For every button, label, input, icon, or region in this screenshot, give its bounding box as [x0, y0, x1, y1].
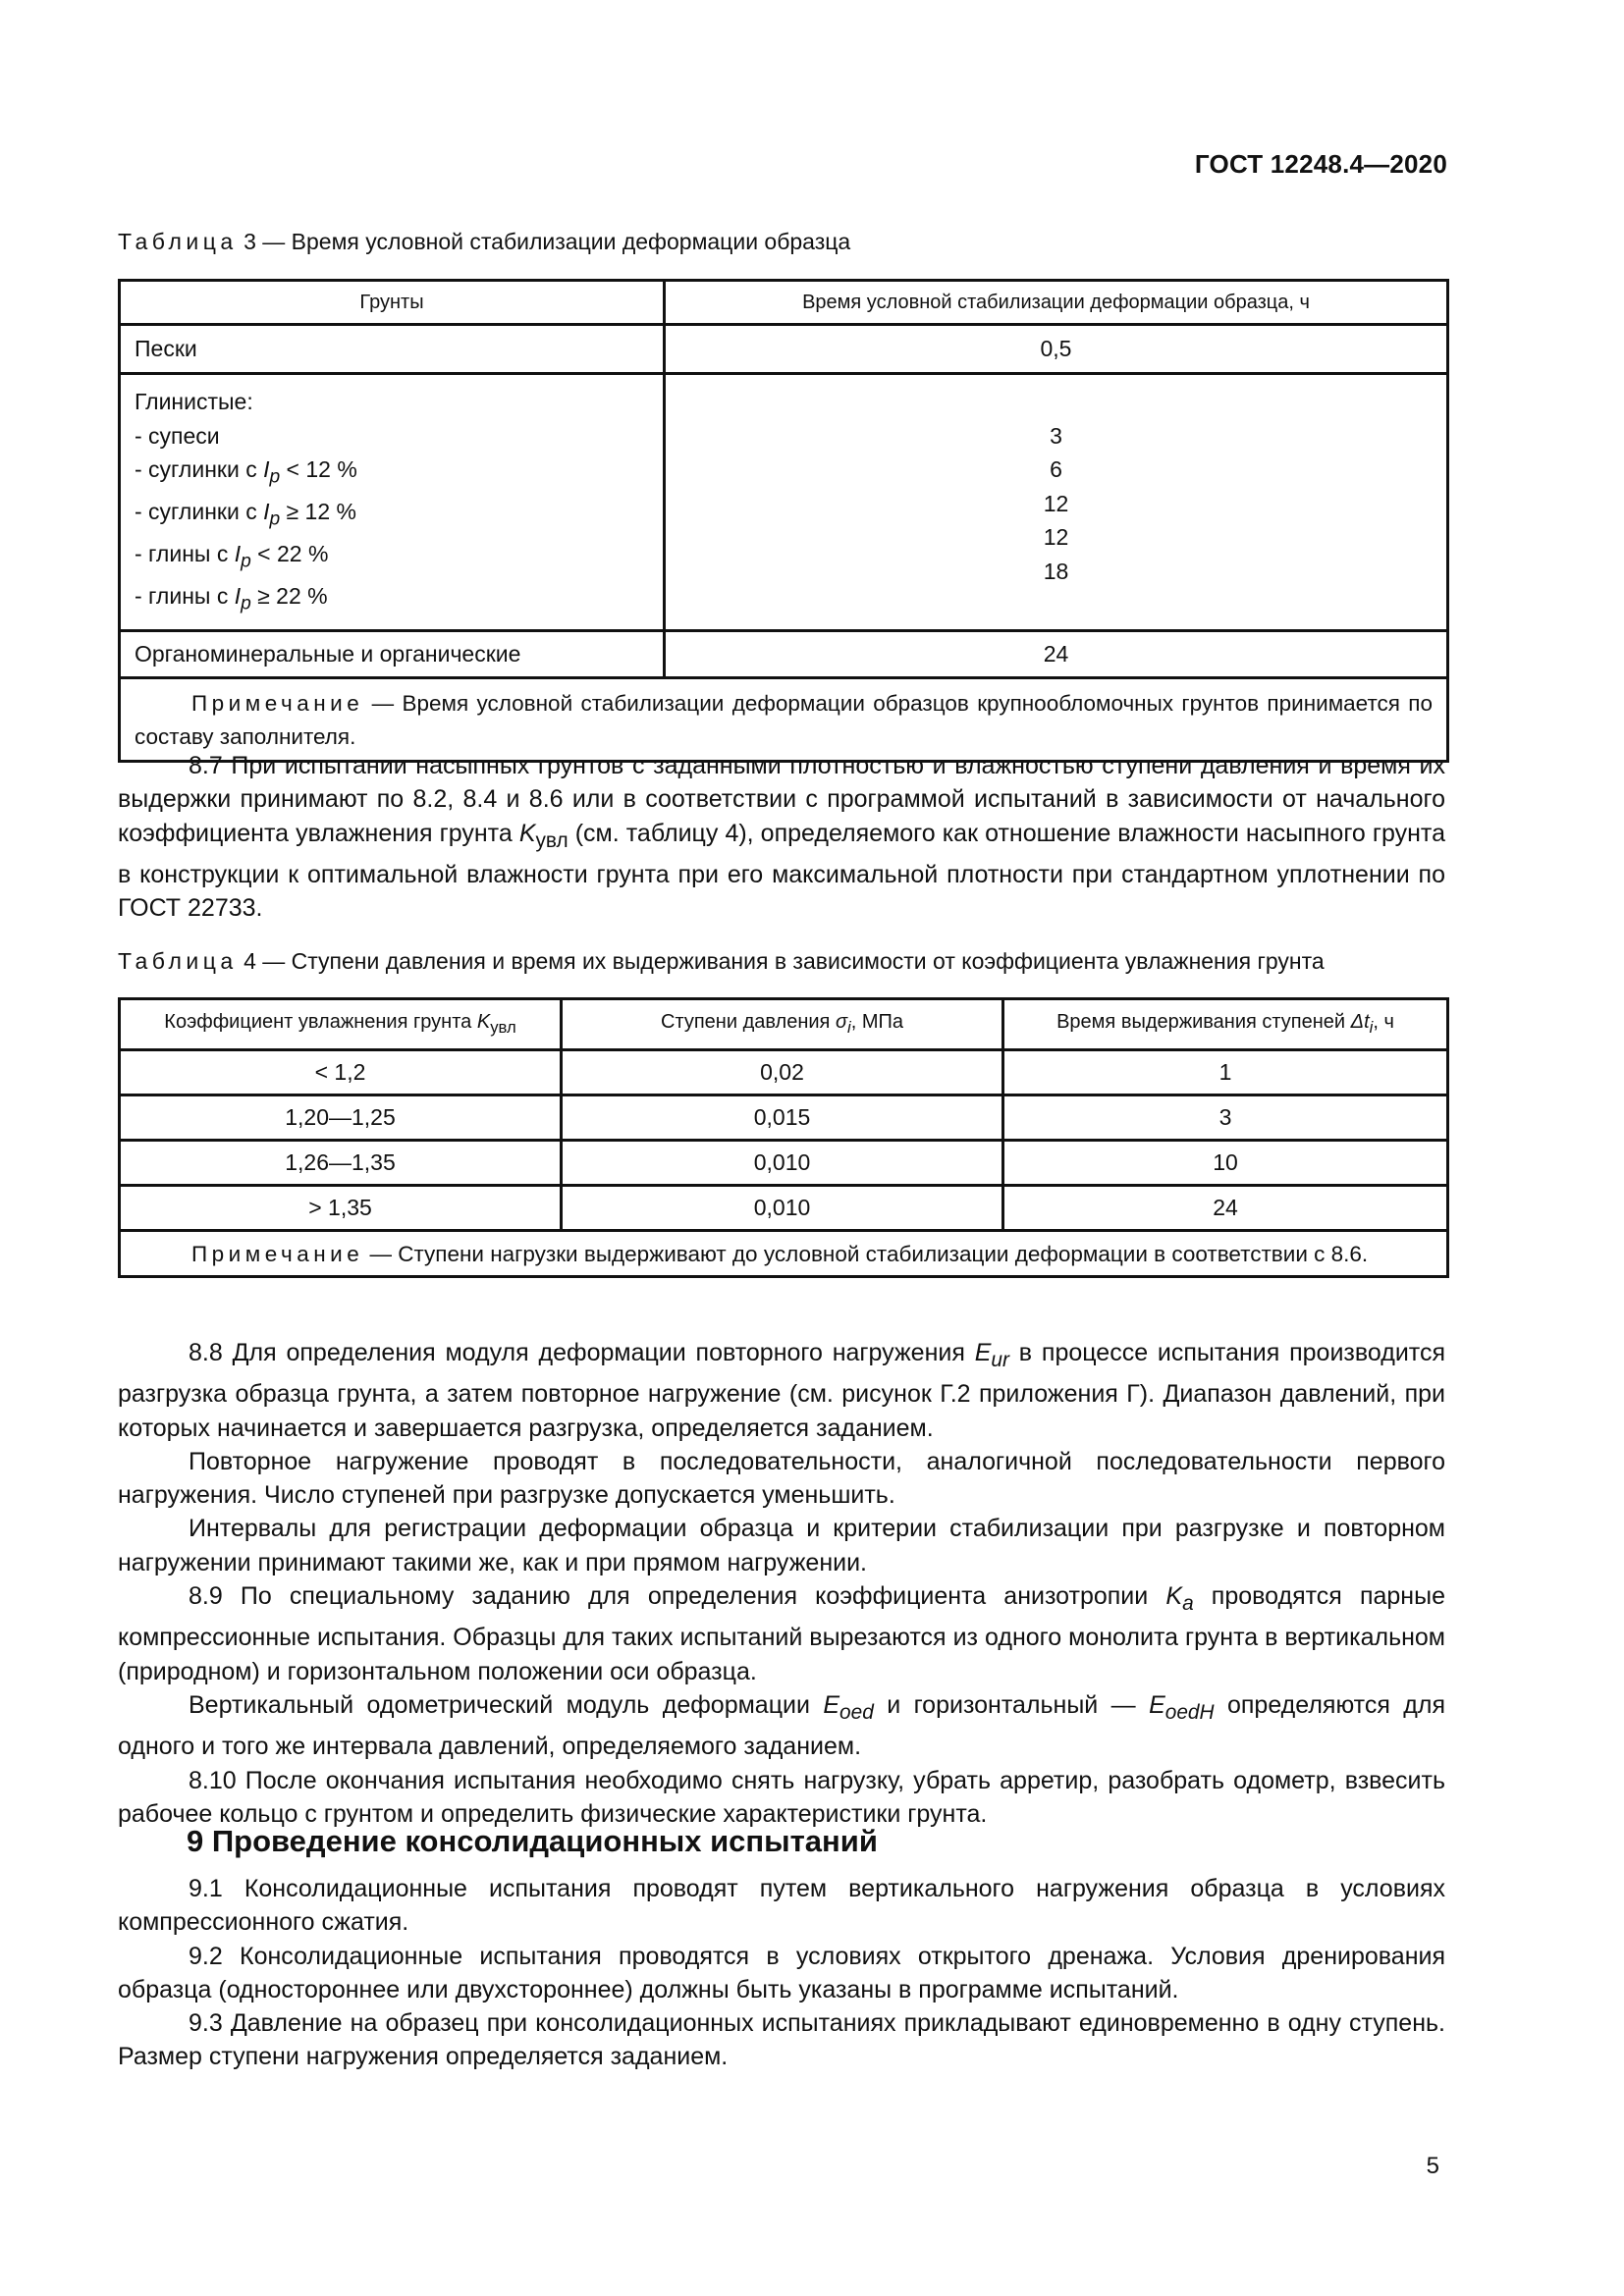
table3-header-row: [120, 281, 1448, 325]
clay-group-title: Глинистые:: [135, 389, 253, 414]
table3-caption: [118, 229, 1439, 255]
table4-header-coefficient: Коэффициент увлажнения грунта $K_{увл}$: [120, 999, 562, 1050]
table3-cell-organic-label: Органоминеральные и органические: [120, 631, 665, 678]
table-3: [118, 279, 1449, 763]
cell-coefficient: < 1,2: [120, 1050, 562, 1095]
page-number: 5: [1426, 2153, 1439, 2179]
cell-time: 10: [1003, 1141, 1448, 1186]
clay-item: - глины с $I_p \ge 22$ %: [135, 583, 328, 614]
table4-caption-text: 4 — Ступени давления и время их выдерживания в зависимости от коэффициента увлажнения грунта: [237, 948, 1325, 974]
table-row: [120, 1141, 1448, 1186]
table-row: [120, 1050, 1448, 1095]
section-8-text: [118, 1336, 1445, 1831]
table4-header-time: Время выдерживания ступеней $\Delta t_i$, ч: [1003, 999, 1448, 1050]
cell-time: 1: [1003, 1050, 1448, 1095]
clay-value: 3: [1050, 422, 1062, 449]
table3-header-time: Время условной стабилизации деформации образца, ч: [665, 281, 1448, 325]
table4-header-pressure: Ступени давления $\sigma_i$, МПа: [562, 999, 1003, 1050]
cell-coefficient: 1,20—1,25: [120, 1095, 562, 1141]
table3-cell-clay-values: [665, 374, 1448, 631]
table3-cell-sand-value: 0,5: [665, 325, 1448, 374]
table4-note: [120, 1231, 1448, 1277]
paragraph-8-8-2: Повторное нагружение проводят в последовательности, аналогичной последовательности первого нагружения. Число ступеней при разгрузке допускается уменьшить.: [118, 1447, 1445, 1510]
table3-cell-organic-value: 24: [665, 631, 1448, 678]
clay-item: - суглинки с $I_p < 12$ %: [135, 456, 357, 488]
clay-value: 12: [1043, 490, 1069, 516]
table4-note-text: — Ступени нагрузки выдерживают до условной стабилизации деформации в соответствии с 8.6.: [363, 1242, 1369, 1266]
paragraph-8-8: 8.8 Для определения модуля деформации повторного нагружения $E_{ur}$ в процессе испытания производится разгрузка образца грунта, а затем повторное нагружение (см. рисунок Г.2 приложения Г). Диапазон давлений, при которых начинается и завершается разгрузка, определяется заданием.: [118, 1339, 1445, 1442]
clay-value: 12: [1043, 524, 1069, 550]
cell-coefficient: > 1,35: [120, 1186, 562, 1231]
paragraph-8-8-3: Интервалы для регистрации деформации образца и критерии стабилизации при разгрузке и повторном нагружении принимают такими же, как и при прямом нагружении.: [118, 1515, 1445, 1576]
table3-cell-clay-labels: [120, 374, 665, 631]
paragraph-9-2: 9.2 Консолидационные испытания проводятся в условиях открытого дренажа. Условия дренирования образца (одностороннее или двухстороннее) должны быть указаны в программе испытаний.: [118, 1942, 1445, 2003]
table3-note-text: — Время условной стабилизации деформации образцов крупнообломочных грунтов принимается по составу заполнителя.: [135, 691, 1433, 750]
table3-note-word: Примечание: [191, 691, 364, 717]
table4-note-row: [120, 1231, 1448, 1277]
table4-header-row: [120, 999, 1448, 1050]
clay-value: 18: [1043, 558, 1069, 584]
cell-time: 24: [1003, 1186, 1448, 1231]
document-code: ГОСТ 12248.4—2020: [1194, 149, 1447, 179]
cell-pressure: 0,02: [562, 1050, 1003, 1095]
cell-pressure: 0,010: [562, 1141, 1003, 1186]
cell-coefficient: 1,26—1,35: [120, 1141, 562, 1186]
section-9-text: [118, 1872, 1445, 2074]
paragraph-9-3: 9.3 Давление на образец при консолидационных испытаниях прикладывают единовременно в одну ступень. Размер ступени нагружения определяется заданием.: [118, 2009, 1445, 2071]
paragraph-9-1: 9.1 Консолидационные испытания проводят путем вертикального нагружения образца в условиях компрессионного сжатия.: [118, 1875, 1445, 1937]
cell-pressure: 0,010: [562, 1186, 1003, 1231]
table3-caption-word: Таблица: [118, 229, 238, 254]
paragraph-8-9: 8.9 По специальному заданию для определения коэффициента анизотропии $K_a$ проводятся парные компрессионные испытания. Образцы для таких испытаний вырезаются из одного монолита грунта в вертикальном (природном) и горизонтальном положении оси образца.: [118, 1582, 1445, 1685]
table3-cell-sand-label: Пески: [120, 325, 665, 374]
table3-row-organic: [120, 631, 1448, 678]
table3-row-sand: [120, 325, 1448, 374]
table4-caption: [118, 948, 1439, 975]
cell-pressure: 0,015: [562, 1095, 1003, 1141]
clay-item: - глины с $I_p < 22$ %: [135, 541, 329, 572]
table-row: [120, 1186, 1448, 1231]
paragraph-8-9-2: Вертикальный одометрический модуль деформации $E_{oed}$ и горизонтальный — $E_{oedH}$ определяются для одного и того же интервала давлений, определяемого заданием.: [118, 1690, 1445, 1761]
paragraph-8-10: 8.10 После окончания испытания необходимо снять нагрузку, убрать арретир, разобрать одометр, взвесить рабочее кольцо с грунтом и определить физические характеристики грунта.: [118, 1766, 1445, 1828]
table3-row-clay: [120, 374, 1448, 631]
cell-time: 3: [1003, 1095, 1448, 1141]
clay-item: - супеси: [135, 422, 220, 449]
section-9-heading: 9 Проведение консолидационных испытаний: [187, 1824, 878, 1858]
clay-item: - суглинки с $I_p \ge 12$ %: [135, 499, 356, 530]
table3-caption-text: 3 — Время условной стабилизации деформации образца: [237, 229, 851, 254]
table-4: [118, 997, 1449, 1278]
table4-caption-word: Таблица: [118, 948, 238, 974]
table-row: [120, 1095, 1448, 1141]
clay-value: 6: [1050, 456, 1062, 482]
paragraph-8-7: 8.7 При испытании насыпных грунтов с заданными плотностью и влажностью ступени давления и время их выдержки принимают по 8.2, 8.4 и 8.6 или в соответствии с программой испытаний в зависимости от начального коэффициента увлажнения грунта $K_{увл}$ (см. таблицу 4), определяемого как отношение влажности насыпного грунта в конструкции к оптимальной влажности грунта при его максимальной плотности при стандартном уплотнении по ГОСТ 22733.: [118, 752, 1445, 923]
table4-note-word: Примечание: [191, 1242, 364, 1266]
table3-header-soils: Грунты: [120, 281, 665, 325]
